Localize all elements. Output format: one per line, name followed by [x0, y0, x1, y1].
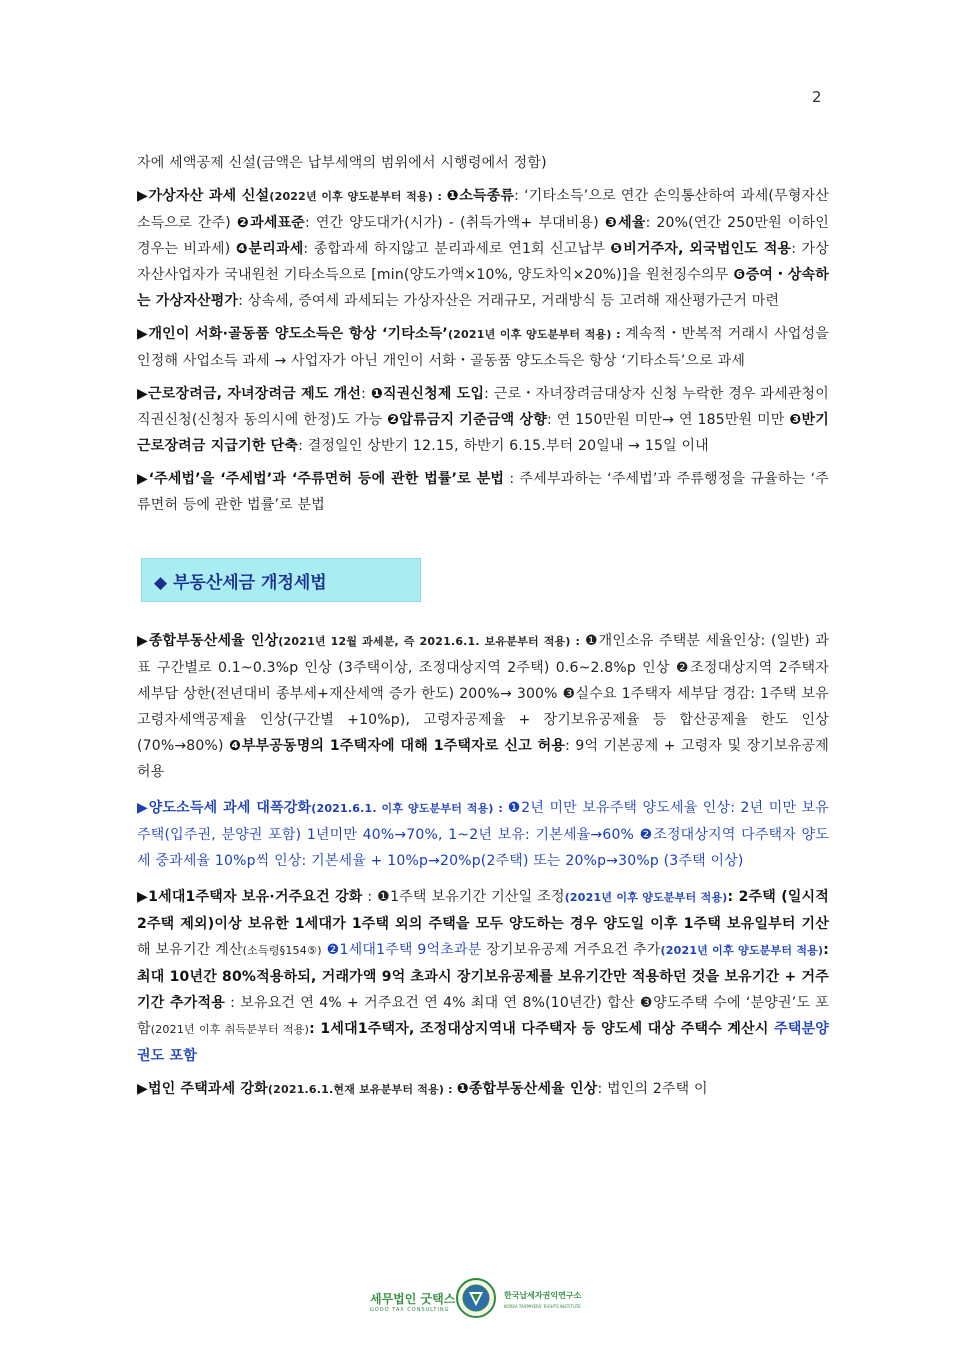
footer-logo	[370, 1276, 630, 1322]
heading: ▶가상자산 과세 신설	[137, 188, 270, 204]
item-text: : 법인의 2주택 이	[597, 1081, 708, 1097]
heading: ▶1세대1주택자 보유·거주요건 강화	[137, 889, 363, 905]
item-label: ❹부부공동명의 1주택자에 대해 1주택자로 신고 허용	[229, 738, 566, 754]
item-label: ❶직권신청제 도입	[370, 386, 485, 402]
heading: ▶‘주세법’을 ‘주세법’과 ‘주류면허 등에 관한 법률’로 분법	[137, 471, 505, 487]
item-text: : 가상자산사업자가 국내원천 기타소득으로 [min(양도가액×10%, 양도차익×20%)]을 원천징수의무	[137, 241, 829, 283]
bold-text: : 최대 10년간 80%적용하되, 거래가액 9억 초과시 장기보유공제를 보유기간만 적용하던 것을 보유기간 + 거주기간 추가적용	[137, 942, 830, 1011]
firm-subtitle: GOOD TAX CONSULTING	[370, 1307, 450, 1313]
colon: :	[361, 386, 371, 402]
applicability-note: (2022년 이후 양도분부터 적용) :	[269, 190, 447, 203]
item-label: ❺비거주자, 외국법인도 적용	[610, 241, 792, 257]
body-text: 장기보유공제 거주요건 추가	[481, 942, 661, 958]
applicability-note: (2021년 이후 양도분부터 적용)	[660, 944, 824, 957]
one-house-requirement-paragraph	[137, 884, 829, 1069]
applicability-note: (2021.6.1. 이후 양도분부터 적용) :	[311, 802, 508, 815]
section-header-box	[141, 558, 421, 602]
item-label: ❹분리과세	[235, 241, 304, 257]
capital-gains-tax-paragraph	[137, 795, 829, 874]
body-text: : ❶1주택 보유기간 기산일 조정	[362, 889, 565, 905]
item-text: : 상속세, 증여세 과세되는 가상자산은 거래규모, 거래방식 등 고려해 재산평가근거 마련	[238, 293, 780, 309]
item-text: : 20%(연간 250만원 이하인 경우는 비과세)	[137, 215, 830, 257]
applicability-note: (2021년 이후 취득분부터 적용)	[150, 1023, 310, 1036]
firm-name: 세무법인 굿택스	[370, 1292, 456, 1306]
heading: ▶종합부동산세율 인상	[137, 633, 279, 649]
item-label: ❶소득종류	[446, 188, 515, 204]
body-text: 해 보유기간 계산	[137, 942, 243, 958]
corporate-housing-tax-paragraph	[137, 1076, 829, 1103]
law-reference: (소득령§154⑤)	[242, 944, 322, 957]
body-text: 계속적・반복적 거래시 사업성을 인정해 사업소득 과세 → 사업자가 아닌 개인이 서화・골동품 양도소득은 항상 ‘기타소득’으로 과세	[137, 326, 829, 369]
bold-text: : 1세대1주택자, 조정대상지역내 다주택자 등 양도세 대상 주택수 계산시	[309, 1021, 775, 1037]
item-label: ❸반기근로장려금 지급기한 단축	[137, 412, 829, 454]
heading: ▶법인 주택과세 강화	[137, 1081, 268, 1097]
art-antique-paragraph	[137, 321, 829, 374]
item-text: : 종합과세 하지않고 분리과세로 연1회 신고납부	[303, 241, 611, 257]
institute-subtitle: KOREA TAXPAYERS' RIGHTS INSTITUTE	[504, 1304, 581, 1309]
item-label: ❷압류금지 기준금액 상향	[387, 412, 547, 428]
blue-text: ❷1세대1주택 9억초과분	[326, 942, 482, 958]
virtual-asset-paragraph	[137, 183, 829, 314]
comprehensive-real-estate-tax-paragraph	[137, 628, 829, 785]
applicability-note: (2021.6.1.현재 보유분부터 적용) :	[267, 1083, 457, 1096]
institute-name: 한국납세자권익연구소	[504, 1291, 582, 1300]
item-label: ❶종합부동산세율 인상	[456, 1081, 598, 1097]
applicability-note: (2021년 이후 양도분부터 적용)	[564, 891, 728, 904]
applicability-note: (2021년 이후 양도분부터 적용) :	[447, 328, 626, 341]
body-text: : 주세부과하는 ‘주세법’과 주류행정을 규율하는 ‘주류면허 등에 관한 법률’로 분법	[137, 471, 829, 513]
heading: ▶양도소득세 과세 대폭강화	[137, 800, 312, 816]
body-text: ❶개인소유 주택분 세율인상: (일반) 과표 구간별로 0.1~0.3%p 인상 (3주택이상, 조정대상지역 2주택) 0.6~2.8%p 인상 ❷조정대상지역 2주택자 세부담 상한(전년대비 종부세+재산세액 증가 한도) 200%→ 300% ❸실수요 1주택자 세부담 경감: 1주택 보유 고령자세액공제율 인상(구간별 +10%p), 고령자공제율 + 장기보유공제율 등 합산공제율 한도 인상(70%→80%)	[137, 633, 829, 754]
blue-bold-text: 주택분양권도 포함	[137, 1021, 829, 1064]
institute-seal-icon	[456, 1278, 496, 1318]
item-text: : 연간 양도대가(시가) - (취득가액+ 부대비용)	[305, 215, 605, 231]
heading: ▶개인이 서화·골동품 양도소득은 항상 ‘기타소득’	[137, 326, 448, 342]
liquor-tax-paragraph	[137, 466, 829, 518]
heading: ▶근로장려금, 자녀장려금 제도 개선	[137, 386, 362, 402]
bold-text: : 2주택 (일시적 2주택 제외)이상 보유한 1세대가 1주택 외의 주택을 모두 양도하는 경우 양도일 이후 1주택 보유일부터 기산	[137, 889, 829, 932]
applicability-note: (2021년 12월 과세분, 즉 2021.6.1. 보유분부터 적용) :	[278, 635, 585, 648]
body-text: : 보유요건 연 4% + 거주요건 연 4% 최대 연 8%(10년간) 합산 ❸양도주택 수에 ‘분양권’도 포함	[137, 995, 829, 1037]
item-label: ❸세율	[604, 215, 646, 231]
item-text: : 연 150만원 미만→ 연 185만원 미만	[547, 412, 790, 428]
item-text: : 결정일인 상반기 12.15, 하반기 6.15.부터 20일내 → 15일 이내	[298, 438, 709, 454]
intro-line: 자에 세액공제 신설(금액은 납부세액의 범위에서 시행령에서 정함)	[137, 155, 547, 171]
section-title: ◆ 부동산세금 개정세법	[154, 573, 327, 593]
item-label: ❻증여・상속하는 가상자산평가	[137, 267, 830, 309]
item-text: : 근로・자녀장려금대상자 신청 누락한 경우 과세관청이 직권신청(신청자 동의시에 한정)도 가능	[137, 386, 830, 428]
item-text: : 9억 기본공제 + 고령자 및 장기보유공제 허용	[137, 738, 829, 780]
work-incentive-paragraph	[137, 381, 829, 459]
body-text: ❶2년 미만 보유주택 양도세율 인상: 2년 미만 보유주택(입주권, 분양권 포함) 1년미만 40%→70%, 1~2년 보유: 기본세율→60% ❷조정대상지역 다주택자 양도세 중과세율 10%p씩 인상: 기본세율 + 10%p→20%p(2주택) 또는 20%p→30%p (3주택 이상)	[137, 800, 830, 869]
item-label: ❷과세표준	[236, 215, 306, 231]
page-number: 2	[812, 88, 822, 106]
item-text: : ‘기타소득’으로 연간 손익통산하여 과세(무형자산소득으로 간주)	[137, 188, 829, 231]
document-body	[137, 150, 829, 1110]
